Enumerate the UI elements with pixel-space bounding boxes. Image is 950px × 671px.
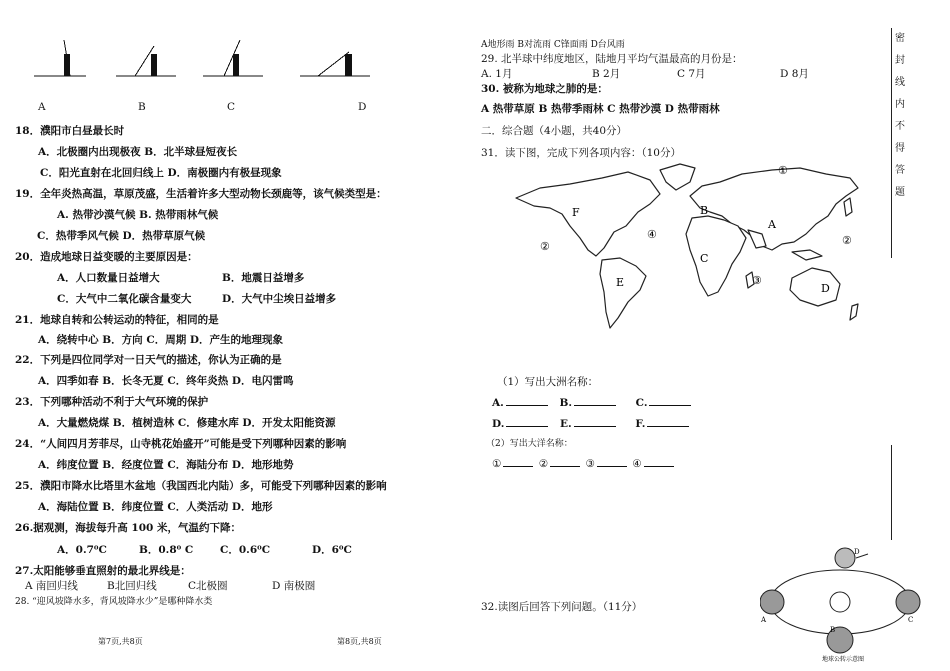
orbit-label-a: A bbox=[761, 616, 767, 624]
q26-stem: 26.据观测，海拔每升高 100 米，气温约下降： bbox=[15, 522, 241, 534]
q26-option-a: A．0.7⁰C bbox=[57, 544, 107, 556]
q27-option-b: B北回归线 bbox=[107, 580, 157, 592]
sun-fig-label-b: B bbox=[138, 101, 146, 113]
q19-stem: 19．全年炎热高温，草原茂盛，生活着许多大型动物长颈鹿等，该气候类型是： bbox=[15, 188, 387, 200]
seal-char: 不 bbox=[895, 121, 905, 132]
q31-part1-title: （1）写出大洲名称： bbox=[497, 376, 599, 388]
continent-answer-c[interactable] bbox=[649, 395, 691, 406]
q21-options: A．绕转中心 B．方向 C．周期 D．产生的地理现象 bbox=[38, 334, 283, 346]
q20-option-a: A．人口数量日益增大 bbox=[57, 272, 160, 284]
seal-line-lower bbox=[891, 445, 892, 540]
q28-stem: 28. “迎风坡降水多，背风坡降水少”是哪种降水类 bbox=[15, 597, 213, 607]
seal-char: 封 bbox=[895, 55, 905, 66]
seal-char: 内 bbox=[895, 99, 905, 110]
q19-options-1: A. 热带沙漠气候 B. 热带雨林气候 bbox=[57, 209, 219, 221]
q30-options: A 热带草原 B 热带季雨林 C 热带沙漠 D 热带雨林 bbox=[481, 103, 720, 115]
q29-option-c: C 7月 bbox=[677, 68, 706, 80]
seal-char: 题 bbox=[895, 187, 905, 198]
q29-option-b: B 2月 bbox=[592, 68, 621, 80]
seal-line-upper bbox=[891, 28, 892, 258]
continent-answer-label-e: E. bbox=[560, 418, 572, 430]
sun-angle-diagram bbox=[30, 38, 380, 84]
seal-char: 得 bbox=[895, 143, 905, 154]
ocean-label-2-west: ② bbox=[540, 240, 550, 253]
left-page-footer: 第7页,共8页 bbox=[98, 637, 143, 646]
q30-stem: 30. 被称为地球之肺的是： bbox=[481, 83, 608, 95]
q29-option-d: D 8月 bbox=[780, 68, 809, 80]
orbit-label-d: D bbox=[854, 548, 860, 556]
q20-option-b: B．地震日益增多 bbox=[222, 272, 305, 284]
ocean-answer-4[interactable] bbox=[644, 456, 674, 467]
q18-stem: 18．濮阳市白昼最长时 bbox=[15, 125, 125, 137]
continent-answer-label-f: F. bbox=[635, 418, 646, 430]
ocean-answer-1[interactable] bbox=[503, 456, 533, 467]
q31-part2-title: （2）写出大洋名称： bbox=[486, 439, 573, 449]
q23-stem: 23．下列哪种活动不利于大气环境的保护 bbox=[15, 396, 209, 408]
orbit-caption: 地球公转示意图 bbox=[822, 656, 865, 663]
ocean-answer-label-2: ② bbox=[538, 458, 549, 470]
continent-label-f: F bbox=[572, 206, 580, 219]
q24-options: A．纬度位置 B．经度位置 C．海陆分布 D．地形地势 bbox=[38, 459, 294, 471]
ocean-answer-label-3: ③ bbox=[585, 458, 595, 470]
ocean-answer-label-1: ① bbox=[492, 458, 502, 470]
q32-stem: 32.读图后回答下列问题。（11分） bbox=[481, 601, 643, 613]
ocean-answer-3[interactable] bbox=[597, 456, 627, 467]
continent-answer-label-c: C. bbox=[635, 397, 648, 409]
orbit-label-c: C bbox=[908, 616, 914, 624]
sun-fig-label-d: D bbox=[358, 101, 367, 113]
continent-label-c: C bbox=[700, 252, 709, 265]
q31-part1-row2 bbox=[492, 416, 691, 430]
world-map bbox=[510, 160, 865, 332]
q29-stem: 29. 北半球中纬度地区，陆地月平均气温最高的月份是： bbox=[481, 53, 743, 65]
earth-orbit-diagram bbox=[760, 540, 924, 665]
sun-fig-label-c: C bbox=[227, 101, 236, 113]
continent-label-d: D bbox=[821, 282, 830, 295]
q29-option-a: A. 1月 bbox=[481, 68, 513, 80]
q26-option-c: C．0.6⁰C bbox=[220, 544, 271, 556]
sun-icon bbox=[830, 592, 850, 612]
q19-options-2: C．热带季风气候 D．热带草原气候 bbox=[37, 230, 206, 242]
q25-options: A．海陆位置 B．纬度位置 C．人类活动 D．地形 bbox=[38, 501, 273, 513]
q22-options: A．四季如春 B．长冬无夏 C．终年炎热 D．电闪雷鸣 bbox=[38, 375, 294, 387]
q20-option-d: D．大气中尘埃日益增多 bbox=[222, 293, 337, 305]
q23-options: A．大量燃烧煤 B．植树造林 C．修建水库 D．开发太阳能资源 bbox=[38, 417, 336, 429]
q27-option-c: C北极圈 bbox=[188, 580, 228, 592]
seal-char: 密 bbox=[895, 33, 905, 44]
section-2-title: 二．综合题（4小题，共40分） bbox=[481, 125, 628, 137]
q31-stem: 31．读下图，完成下列各项内容：（10分） bbox=[481, 147, 681, 159]
q28-options: A地形雨 B对流雨 C锋面雨 D台风雨 bbox=[481, 40, 625, 50]
q24-stem: 24．“人间四月芳菲尽，山寺桃花始盛开”可能是受下列哪种因素的影响 bbox=[15, 438, 347, 450]
q31-part1-row1 bbox=[492, 395, 693, 409]
orbit-label-b: B bbox=[830, 626, 836, 634]
q18-options-1: A．北极圈内出现极夜 B．北半球昼短夜长 bbox=[38, 146, 238, 158]
continent-answer-a[interactable] bbox=[506, 395, 548, 406]
seal-char: 线 bbox=[895, 77, 905, 88]
q20-option-c: C．大气中二氧化碳含量变大 bbox=[57, 293, 192, 305]
seal-line-text bbox=[893, 28, 907, 204]
q21-stem: 21．地球自转和公转运动的特征，相同的是 bbox=[15, 314, 219, 326]
seal-char: 答 bbox=[895, 165, 905, 176]
q27-option-a: A 南回归线 bbox=[25, 580, 78, 592]
continent-answer-label-d: D. bbox=[492, 418, 505, 430]
continent-answer-label-a: A. bbox=[492, 397, 504, 409]
q20-stem: 20．造成地球日益变暖的主要原因是： bbox=[15, 251, 198, 263]
continent-answer-e[interactable] bbox=[574, 416, 616, 427]
sun-fig-label-a: A bbox=[38, 101, 46, 113]
continent-label-b: B bbox=[700, 204, 709, 217]
continent-label-a: A bbox=[768, 218, 776, 231]
continent-answer-b[interactable] bbox=[574, 395, 616, 406]
ocean-label-1: ① bbox=[778, 164, 788, 177]
ocean-label-2-east: ② bbox=[842, 234, 852, 247]
continent-answer-label-b: B. bbox=[559, 397, 572, 409]
continent-answer-d[interactable] bbox=[506, 416, 548, 427]
q22-stem: 22．下列是四位同学对一日天气的描述，你认为正确的是 bbox=[15, 354, 282, 366]
ocean-answer-label-4: ④ bbox=[632, 458, 642, 470]
q27-stem: 27.太阳能够垂直照射的最北界线是： bbox=[15, 565, 191, 577]
q31-part2-row bbox=[492, 456, 676, 470]
continent-answer-f[interactable] bbox=[647, 416, 689, 427]
q26-option-b: B．0.8⁰ C bbox=[139, 544, 194, 556]
q18-options-2: C．阳光直射在北回归线上 D．南极圈内有极昼现象 bbox=[40, 167, 282, 179]
q26-option-d: D．6⁰C bbox=[312, 544, 352, 556]
continent-label-e: E bbox=[616, 276, 625, 289]
q25-stem: 25．濮阳市降水比塔里木盆地（我国西北内陆）多，可能受下列哪种因素的影响 bbox=[15, 480, 387, 492]
right-page-footer: 第8页,共8页 bbox=[337, 637, 382, 646]
ocean-label-4: ④ bbox=[647, 228, 657, 241]
ocean-label-3: ③ bbox=[752, 274, 762, 287]
ocean-answer-2[interactable] bbox=[550, 456, 580, 467]
q27-option-d: D 南极圈 bbox=[272, 580, 316, 592]
